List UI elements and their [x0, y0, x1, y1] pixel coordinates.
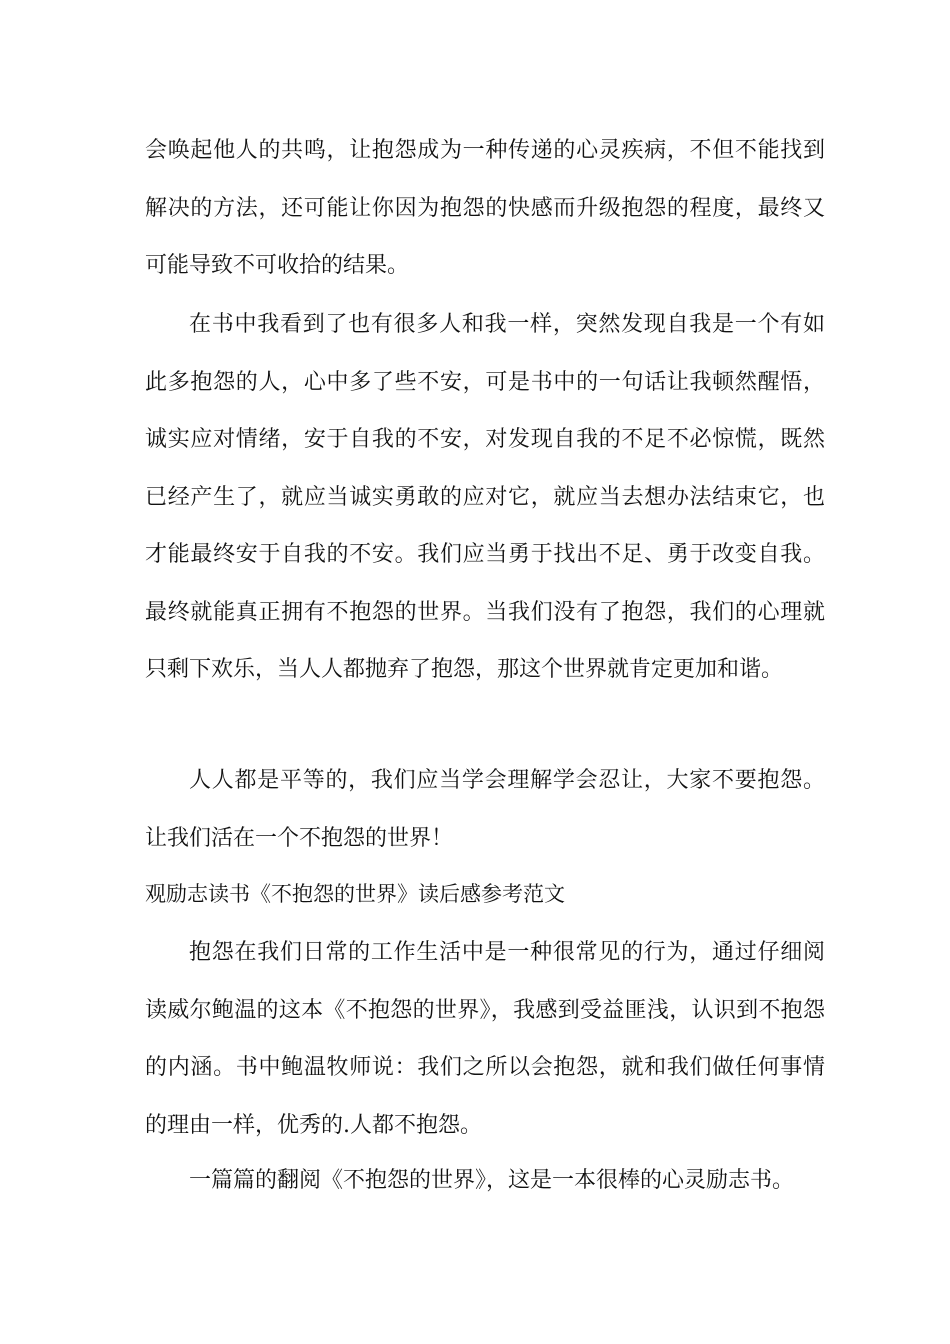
- section-heading-text: 观励志读书《不抱怨的世界》读后感参考范文: [145, 882, 565, 906]
- body-paragraph-3: [145, 752, 825, 867]
- section-heading: [145, 866, 825, 924]
- body-paragraph-1: [145, 122, 825, 295]
- body-paragraph-2: [145, 296, 825, 699]
- paragraph-text: 在书中我看到了也有很多人和我一样，突然发现自我是一个有如此多抱怨的人，心中多了些不安，可是书中的一句话让我顿然醒悟，诚实应对情绪，安于自我的不安，对发现自我的不足不必惊慌，既然已经产生了，就应当诚实勇敢的应对它，就应当去想办法结束它，也才能最终安于自我的不安。我们应当勇于找出不足、勇于改变自我。最终就能真正拥有不抱怨的世界。当我们没有了抱怨，我们的心理就只剩下欢乐，当人人都抛弃了抱怨，那这个世界就肯定更加和谐。: [145, 312, 825, 682]
- paragraph-text: 抱怨在我们日常的工作生活中是一种很常见的行为，通过仔细阅读威尔鲍温的这本《不抱怨的世界》，我感到受益匪浅，认识到不抱怨的内涵。书中鲍温牧师说：我们之所以会抱怨，就和我们做任何事情的理由一样，优秀的.人都不抱怨。: [145, 940, 825, 1138]
- body-paragraph-4: [145, 924, 825, 1154]
- paragraph-text: 一篇篇的翻阅《不抱怨的世界》，这是一本很棒的心灵励志书。: [189, 1168, 795, 1193]
- body-paragraph-5: [145, 1152, 825, 1210]
- paragraph-text: 人人都是平等的，我们应当学会理解学会忍让，大家不要抱怨。让我们活在一个不抱怨的世界！: [145, 768, 825, 851]
- paragraph-text: 会唤起他人的共鸣，让抱怨成为一种传递的心灵疾病，不但不能找到解决的方法，还可能让你因为抱怨的快感而升级抱怨的程度，最终又可能导致不可收拾的结果。: [145, 138, 825, 278]
